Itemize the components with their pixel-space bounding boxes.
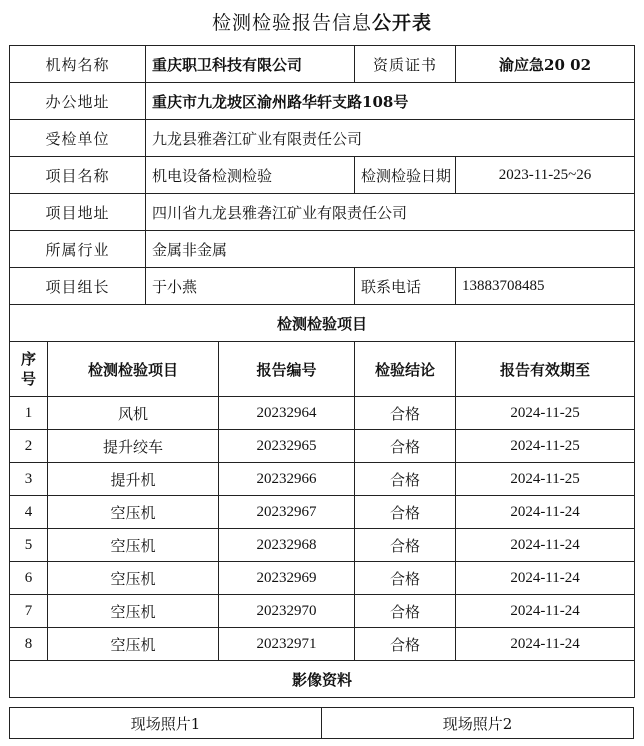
item-name: 空压机 bbox=[48, 628, 219, 661]
title-bold: 公开表 bbox=[372, 12, 433, 34]
table-row bbox=[10, 595, 635, 628]
items-section-row bbox=[10, 305, 635, 342]
item-report-no: 20232970 bbox=[219, 595, 355, 628]
item-seq: 6 bbox=[10, 562, 48, 595]
images-section-row bbox=[10, 661, 635, 698]
date-label: 检测检验日期 bbox=[355, 157, 456, 194]
item-name: 空压机 bbox=[48, 562, 219, 595]
photo-1-label[interactable]: 现场照片1 bbox=[10, 708, 322, 739]
header-seq bbox=[10, 342, 48, 397]
row-leader bbox=[10, 268, 635, 305]
items-section-title: 检测检验项目 bbox=[10, 305, 635, 342]
org-label: 机构名称 bbox=[10, 46, 146, 83]
table-row bbox=[10, 562, 635, 595]
photo-2-label[interactable]: 现场照片2 bbox=[322, 708, 634, 739]
photos-table bbox=[9, 707, 634, 739]
site-value: 四川省九龙县雅砻江矿业有限责任公司 bbox=[146, 194, 635, 231]
item-report-no: 20232964 bbox=[219, 397, 355, 430]
table-row bbox=[10, 628, 635, 661]
item-valid-until: 2024-11-25 bbox=[456, 397, 635, 430]
site-label: 项目地址 bbox=[10, 194, 146, 231]
items-body bbox=[10, 397, 635, 661]
items-header-row bbox=[10, 342, 635, 397]
item-name: 空压机 bbox=[48, 595, 219, 628]
item-valid-until: 2024-11-24 bbox=[456, 595, 635, 628]
address-value: 重庆市九龙坡区渝州路华轩支路108号 bbox=[146, 83, 635, 120]
cert-label: 资质证书 bbox=[355, 46, 456, 83]
row-org bbox=[10, 46, 635, 83]
item-name: 提升绞车 bbox=[48, 430, 219, 463]
table-row bbox=[10, 496, 635, 529]
row-project bbox=[10, 157, 635, 194]
item-conclusion: 合格 bbox=[355, 595, 456, 628]
row-client bbox=[10, 120, 635, 157]
item-conclusion: 合格 bbox=[355, 628, 456, 661]
page-title bbox=[0, 8, 644, 35]
address-label: 办公地址 bbox=[10, 83, 146, 120]
header-valid-until: 报告有效期至 bbox=[456, 342, 635, 397]
item-report-no: 20232968 bbox=[219, 529, 355, 562]
table-row bbox=[10, 430, 635, 463]
item-seq: 1 bbox=[10, 397, 48, 430]
header-item: 检测检验项目 bbox=[48, 342, 219, 397]
item-conclusion: 合格 bbox=[355, 529, 456, 562]
item-valid-until: 2024-11-24 bbox=[456, 628, 635, 661]
item-seq: 8 bbox=[10, 628, 48, 661]
cert-value: 渝应急20 02 bbox=[456, 46, 635, 83]
item-valid-until: 2024-11-24 bbox=[456, 496, 635, 529]
item-conclusion: 合格 bbox=[355, 496, 456, 529]
client-label: 受检单位 bbox=[10, 120, 146, 157]
item-conclusion: 合格 bbox=[355, 430, 456, 463]
item-valid-until: 2024-11-25 bbox=[456, 463, 635, 496]
table-row bbox=[10, 529, 635, 562]
table-row bbox=[10, 397, 635, 430]
header-seq-text: 序号 bbox=[21, 350, 37, 388]
client-value: 九龙县雅砻江矿业有限责任公司 bbox=[146, 120, 635, 157]
header-conclusion: 检验结论 bbox=[355, 342, 456, 397]
header-report-no: 报告编号 bbox=[219, 342, 355, 397]
phone-label: 联系电话 bbox=[355, 268, 456, 305]
item-seq: 2 bbox=[10, 430, 48, 463]
item-report-no: 20232967 bbox=[219, 496, 355, 529]
industry-value: 金属非金属 bbox=[146, 231, 635, 268]
item-report-no: 20232966 bbox=[219, 463, 355, 496]
item-name: 空压机 bbox=[48, 496, 219, 529]
title-main: 检测检验报告信息 bbox=[211, 12, 372, 34]
item-name: 空压机 bbox=[48, 529, 219, 562]
org-value: 重庆职卫科技有限公司 bbox=[146, 46, 355, 83]
table-row bbox=[10, 463, 635, 496]
item-conclusion: 合格 bbox=[355, 463, 456, 496]
item-name: 风机 bbox=[48, 397, 219, 430]
leader-value: 于小燕 bbox=[146, 268, 355, 305]
item-seq: 4 bbox=[10, 496, 48, 529]
project-value: 机电设备检测检验 bbox=[146, 157, 355, 194]
row-address bbox=[10, 83, 635, 120]
item-conclusion: 合格 bbox=[355, 397, 456, 430]
row-site bbox=[10, 194, 635, 231]
item-report-no: 20232965 bbox=[219, 430, 355, 463]
images-section-title: 影像资料 bbox=[10, 661, 635, 698]
item-valid-until: 2024-11-25 bbox=[456, 430, 635, 463]
photos-row bbox=[10, 708, 634, 739]
leader-label: 项目组长 bbox=[10, 268, 146, 305]
item-valid-until: 2024-11-24 bbox=[456, 562, 635, 595]
item-report-no: 20232969 bbox=[219, 562, 355, 595]
phone-value: 13883708485 bbox=[456, 268, 635, 305]
item-conclusion: 合格 bbox=[355, 562, 456, 595]
item-seq: 7 bbox=[10, 595, 48, 628]
report-table bbox=[9, 45, 634, 698]
industry-label: 所属行业 bbox=[10, 231, 146, 268]
item-seq: 5 bbox=[10, 529, 48, 562]
item-valid-until: 2024-11-24 bbox=[456, 529, 635, 562]
item-report-no: 20232971 bbox=[219, 628, 355, 661]
item-name: 提升机 bbox=[48, 463, 219, 496]
row-industry bbox=[10, 231, 635, 268]
project-label: 项目名称 bbox=[10, 157, 146, 194]
date-value: 2023-11-25~26 bbox=[456, 157, 635, 194]
item-seq: 3 bbox=[10, 463, 48, 496]
